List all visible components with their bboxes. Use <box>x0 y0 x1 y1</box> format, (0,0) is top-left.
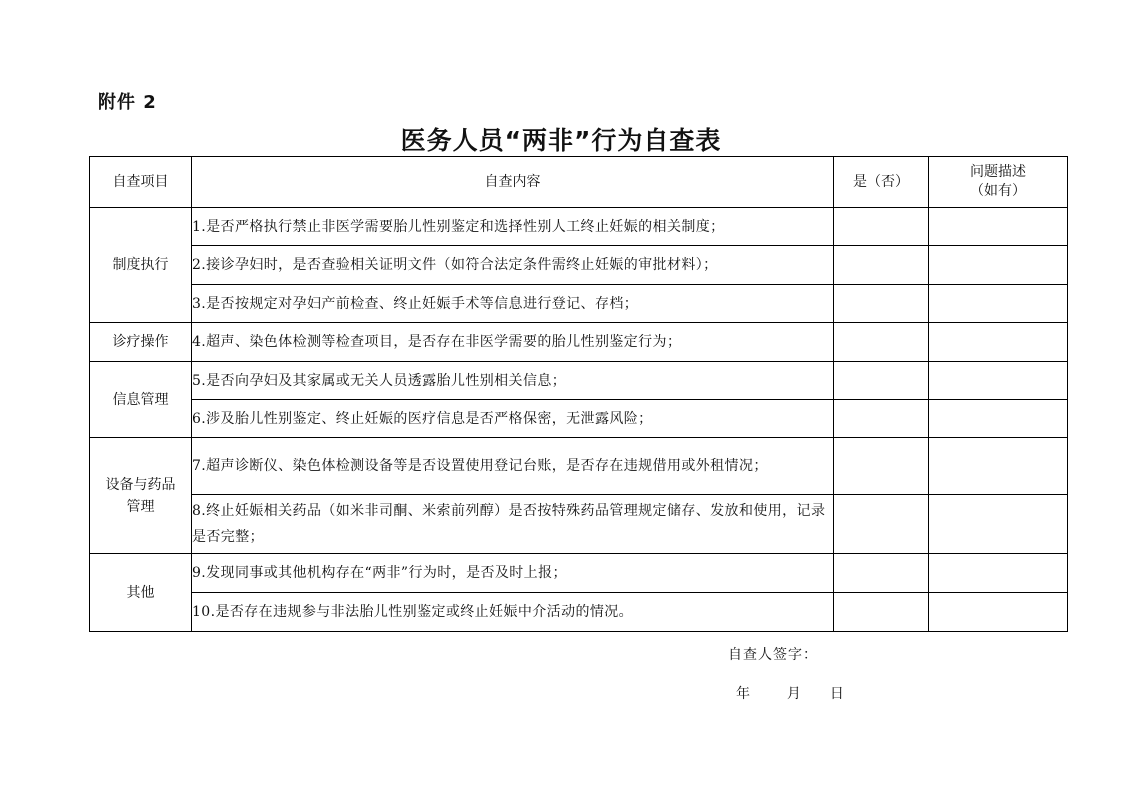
table-row <box>90 246 1068 285</box>
form-title: 医务人员“两非”行为自查表 <box>400 126 722 155</box>
issue-cell[interactable] <box>929 285 1068 323</box>
header-category: 自查项目 <box>90 157 192 208</box>
year-label: 年 <box>736 686 750 702</box>
issue-cell[interactable] <box>929 246 1068 285</box>
issue-cell[interactable] <box>929 400 1068 438</box>
category-other: 其他 <box>90 554 192 632</box>
item-text: 9.发现同事或其他机构存在“两非”行为时，是否及时上报； <box>192 554 834 593</box>
table-row <box>90 285 1068 323</box>
table-row <box>90 362 1068 400</box>
issue-cell[interactable] <box>929 554 1068 593</box>
category-diagnosis: 诊疗操作 <box>90 323 192 362</box>
issue-cell[interactable] <box>929 323 1068 362</box>
header-issue-line2: （如有） <box>970 183 1026 199</box>
table-row <box>90 593 1068 632</box>
issue-cell[interactable] <box>929 438 1068 495</box>
table-row <box>90 208 1068 246</box>
yes-no-cell[interactable] <box>834 285 929 323</box>
category-system: 制度执行 <box>90 208 192 323</box>
month-label: 月 <box>786 686 801 702</box>
category-equipment <box>90 438 192 554</box>
yes-no-cell[interactable] <box>834 208 929 246</box>
header-issue-description <box>929 157 1068 208</box>
item-text: 5.是否向孕妇及其家属或无关人员透露胎儿性别相关信息； <box>192 362 834 400</box>
item-text: 8.终止妊娠相关药品（如米非司酮、米索前列醇）是否按特殊药品管理规定储存、发放和使用，记录是否完整； <box>192 495 834 554</box>
header-yes-no: 是（否） <box>834 157 929 208</box>
item-text: 6.涉及胎儿性别鉴定、终止妊娠的医疗信息是否严格保密，无泄露风险； <box>192 400 834 438</box>
category-info: 信息管理 <box>90 362 192 438</box>
item-text: 4.超声、染色体检测等检查项目，是否存在非医学需要的胎儿性别鉴定行为； <box>192 323 834 362</box>
item-text: 1.是否严格执行禁止非医学需要胎儿性别鉴定和选择性别人工终止妊娠的相关制度； <box>192 208 834 246</box>
self-inspection-table <box>89 156 1068 632</box>
table-row <box>90 554 1068 593</box>
item-text: 7.超声诊断仪、染色体检测设备等是否设置使用登记台账，是否存在违规借用或外租情况； <box>192 438 834 495</box>
day-label: 日 <box>829 686 844 702</box>
table-header-row <box>90 157 1068 208</box>
table-row <box>90 438 1068 495</box>
category-equipment-line2: 管理 <box>126 498 155 515</box>
table-row <box>90 495 1068 554</box>
attachment-label: 附件 2 <box>98 92 157 113</box>
yes-no-cell[interactable] <box>834 362 929 400</box>
item-text: 10.是否存在违规参与非法胎儿性别鉴定或终止妊娠中介活动的情况。 <box>192 593 834 632</box>
header-issue-line1: 问题描述 <box>970 164 1026 180</box>
date-line <box>736 683 844 703</box>
table-row <box>90 400 1068 438</box>
yes-no-cell[interactable] <box>834 554 929 593</box>
item-text: 3.是否按规定对孕妇产前检查、终止妊娠手术等信息进行登记、存档； <box>192 285 834 323</box>
table-row <box>90 323 1068 362</box>
yes-no-cell[interactable] <box>834 438 929 495</box>
yes-no-cell[interactable] <box>834 400 929 438</box>
category-equipment-line1: 设备与药品 <box>105 476 176 493</box>
yes-no-cell[interactable] <box>834 593 929 632</box>
yes-no-cell[interactable] <box>834 323 929 362</box>
yes-no-cell[interactable] <box>834 495 929 554</box>
header-content: 自查内容 <box>192 157 834 208</box>
item-text: 2.接诊孕妇时，是否查验相关证明文件（如符合法定条件需终止妊娠的审批材料）； <box>192 246 834 285</box>
issue-cell[interactable] <box>929 208 1068 246</box>
signature-label: 自查人签字： <box>728 647 818 663</box>
issue-cell[interactable] <box>929 593 1068 632</box>
issue-cell[interactable] <box>929 362 1068 400</box>
yes-no-cell[interactable] <box>834 246 929 285</box>
issue-cell[interactable] <box>929 495 1068 554</box>
